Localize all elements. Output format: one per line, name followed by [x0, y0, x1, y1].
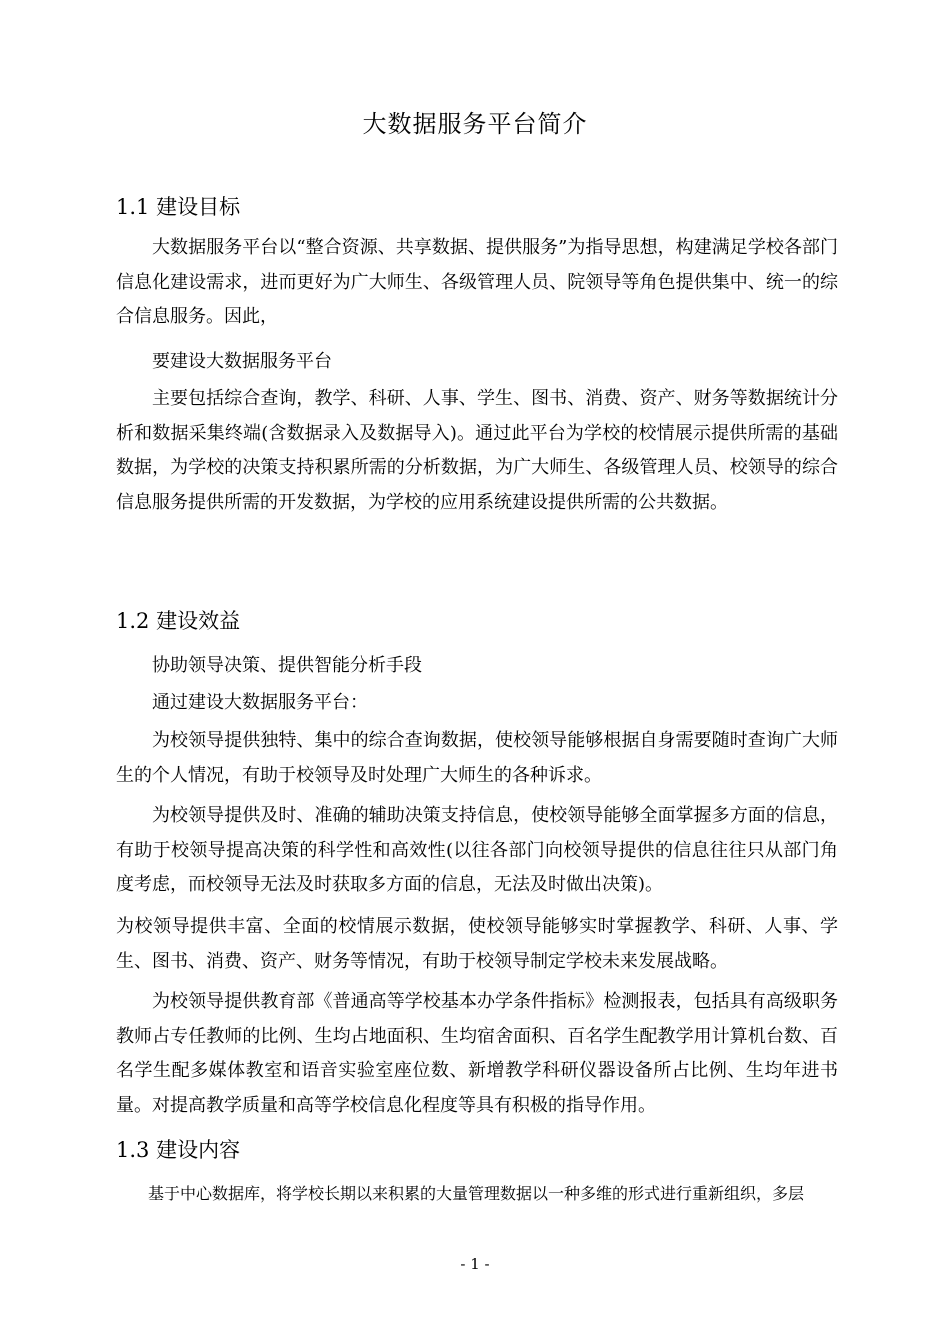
- paragraph: 为校领导提供独特、集中的综合查询数据，使校领导能够根据自身需要随时查询广大师生的个人情况，有助于校领导及时处理广大师生的各种诉求。: [116, 730, 838, 786]
- section-heading-content: 1.3 建设内容: [116, 1138, 241, 1162]
- section-heading-benefits: 1.2 建设效益: [116, 609, 241, 633]
- paragraph: 基于中心数据库，将学校长期以来积累的大量管理数据以一种多维的形式进行重新组织，多层: [148, 1184, 805, 1203]
- paragraph: 要建设大数据服务平台: [152, 351, 332, 372]
- section-heading-goals: 1.1 建设目标: [116, 195, 241, 219]
- page-number: - 1 -: [460, 1255, 490, 1273]
- document-title: 大数据服务平台简介: [362, 110, 588, 138]
- paragraph: 协助领导决策、提供智能分析手段: [152, 655, 422, 676]
- paragraph: 大数据服务平台以“整合资源、共享数据、提供服务”为指导思想，构建满足学校各部门信息化建设需求，进而更好为广大师生、各级管理人员、院领导等角色提供集中、统一的综合信息服务。因此，: [116, 237, 838, 327]
- paragraph: 为校领导提供丰富、全面的校情展示数据，使校领导能够实时掌握教学、科研、人事、学生、图书、消费、资产、财务等情况，有助于校领导制定学校未来发展战略。: [116, 916, 838, 972]
- paragraph: 为校领导提供教育部《普通高等学校基本办学条件指标》检测报表，包括具有高级职务教师占专任教师的比例、生均占地面积、生均宿舍面积、百名学生配教学用计算机台数、百名学生配多媒体教室和语音实验室座位数、新增教学科研仪器设备所占比例、生均年进书量。对提高教学质量和高等学校信息化程度等具有积极的指导作用。: [116, 991, 838, 1116]
- paragraph: 主要包括综合查询，教学、科研、人事、学生、图书、消费、资产、财务等数据统计分析和数据采集终端(含数据录入及数据导入)。通过此平台为学校的校情展示提供所需的基础数据，为学校的决策支持积累所需的分析数据，为广大师生、各级管理人员、校领导的综合信息服务提供所需的开发数据，为学校的应用系统建设提供所需的公共数据。: [116, 388, 838, 513]
- paragraph: 为校领导提供及时、准确的辅助决策支持信息，使校领导能够全面掌握多方面的信息，有助于校领导提高决策的科学性和高效性(以往各部门向校领导提供的信息往往只从部门角度考虑，而校领导无法及时获取多方面的信息，无法及时做出决策)。: [116, 805, 838, 895]
- paragraph: 通过建设大数据服务平台：: [152, 692, 368, 713]
